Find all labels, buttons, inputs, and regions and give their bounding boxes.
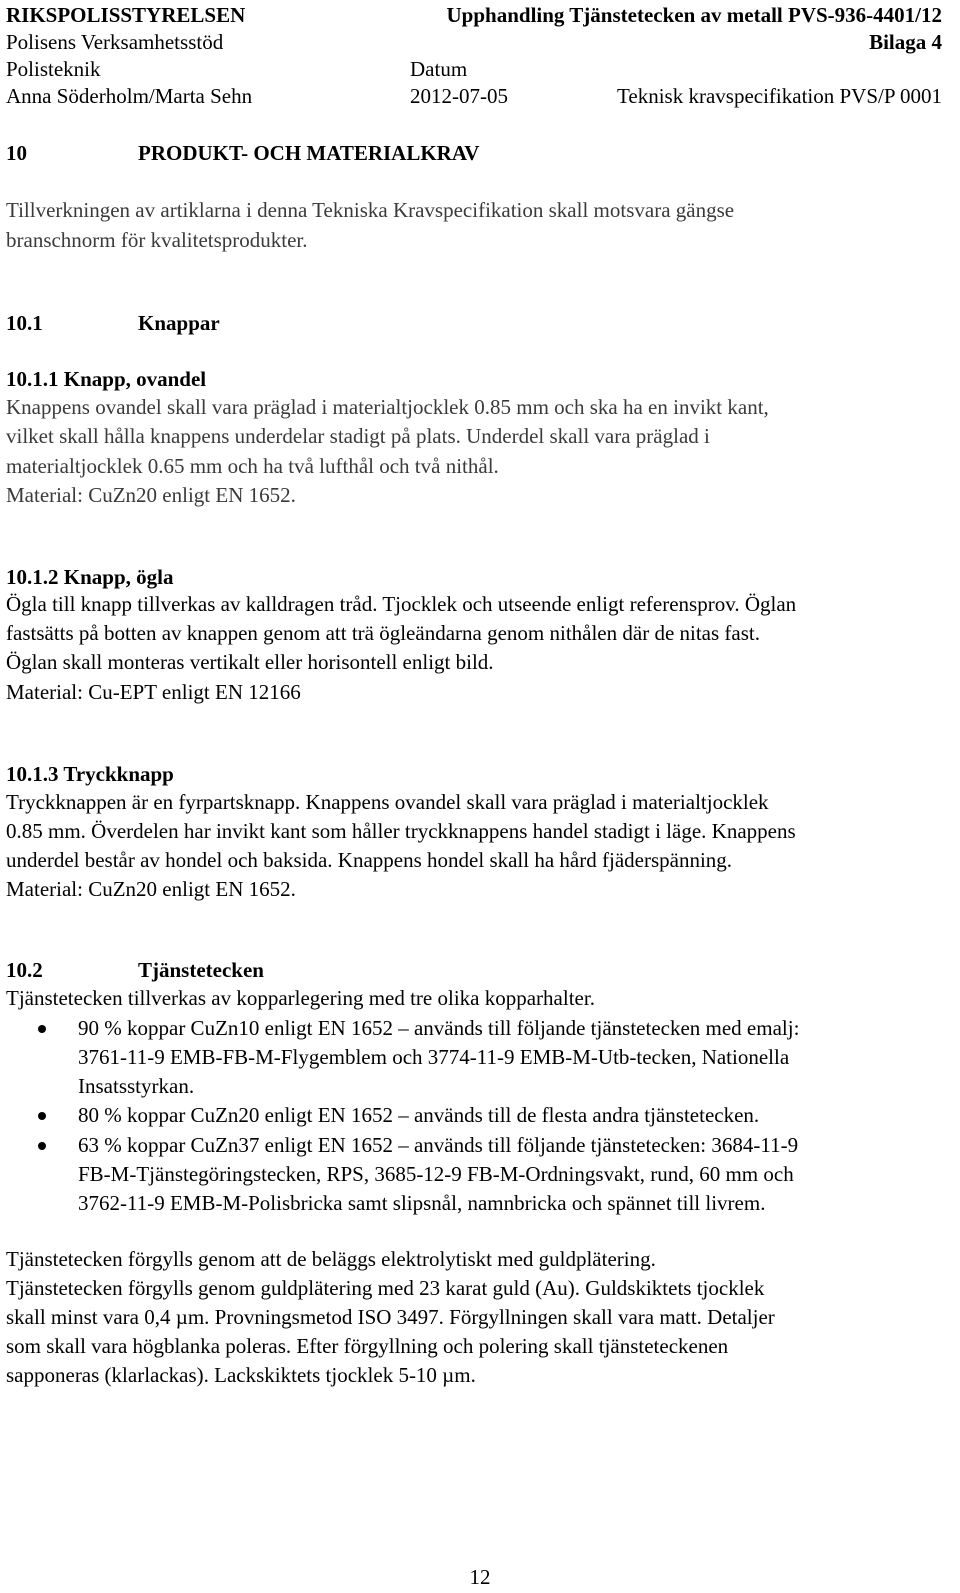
org-name: RIKSPOLISSTYRELSEN xyxy=(6,3,246,27)
spec-reference: Teknisk kravspecifikation PVS/P 0001 xyxy=(617,84,942,108)
document-date: 2012-07-05 xyxy=(410,84,508,108)
bullet-text: 63 % koppar CuZn37 enligt EN 1652 – används till följande tjänstetecken: 3684-11-9 xyxy=(78,1133,799,1157)
bullet-text: Insatsstyrkan. xyxy=(78,1074,195,1098)
bullet-text: 90 % koppar CuZn10 enligt EN 1652 – används till följande tjänstetecken med emalj: xyxy=(78,1016,800,1040)
subsection-heading: 10.1.3 Tryckknapp xyxy=(6,762,174,786)
subsection-heading: 10.1.2 Knapp, ögla xyxy=(6,565,174,589)
paragraph-line: Tjänstetecken förgylls genom guldplätering med 23 karat guld (Au). Guldskiktets tjocklek xyxy=(6,1276,765,1300)
section-10-2-number: 10.2 xyxy=(6,958,43,982)
bullet-dot xyxy=(38,1142,46,1150)
bullet-dot xyxy=(38,1112,46,1120)
bullet-text: 3761-11-9 EMB-FB-M-Flygemblem och 3774-11-9 EMB-M-Utb-tecken, Nationella xyxy=(78,1045,790,1069)
section-10-title: PRODUKT- OCH MATERIALKRAV xyxy=(138,141,480,165)
paragraph-line: Tryckknappen är en fyrpartsknapp. Knappens ovandel skall vara präglad i materialtjocklek xyxy=(6,790,769,814)
paragraph-line: Material: Cu-EPT enligt EN 12166 xyxy=(6,680,301,704)
paragraph-line: vilket skall hålla knappens underdelar stadigt på plats. Underdel skall vara präglad i xyxy=(6,424,710,448)
bullet-text: 80 % koppar CuZn20 enligt EN 1652 – används till de flesta andra tjänstetecken. xyxy=(78,1103,760,1127)
bullet-text: FB-M-Tjänstegöringstecken, RPS, 3685-12-9 FB-M-Ordningsvakt, rund, 60 mm och xyxy=(78,1162,794,1186)
paragraph-line: Öglan skall monteras vertikalt eller horisontell enligt bild. xyxy=(6,650,494,674)
section-10-2-intro: Tjänstetecken tillverkas av kopparlegering med tre olika kopparhalter. xyxy=(6,986,595,1010)
paragraph-line: materialtjocklek 0.65 mm och ha två lufthål och två nithål. xyxy=(6,454,499,478)
paragraph-line: underdel består av hondel och baksida. Knappens hondel skall ha hård fjäderspänning. xyxy=(6,848,733,872)
section-10-1-title: Knappar xyxy=(138,311,220,335)
section-10-intro-line: Tillverkningen av artiklarna i denna Tekniska Kravspecifikation skall motsvara gängse xyxy=(6,198,735,222)
procurement-title: Upphandling Tjänstetecken av metall PVS-936-4401/12 xyxy=(446,3,942,27)
paragraph-line: Material: CuZn20 enligt EN 1652. xyxy=(6,877,296,901)
role-label: Polisteknik xyxy=(6,57,101,81)
unit-name: Polisens Verksamhetsstöd xyxy=(6,30,224,54)
authors: Anna Söderholm/Marta Sehn xyxy=(6,84,253,108)
paragraph-line: Knappens ovandel skall vara präglad i materialtjocklek 0.85 mm och ska ha en invikt kant, xyxy=(6,395,769,419)
section-10-number: 10 xyxy=(6,141,27,165)
paragraph-line: Ögla till knapp tillverkas av kalldragen tråd. Tjocklek och utseende enligt referensprov. Öglan xyxy=(6,592,797,616)
paragraph-line: fastsätts på botten av knappen genom att trä ögleändarna genom nithålen där de nitas fast. xyxy=(6,621,761,645)
subsection-heading: 10.1.1 Knapp, ovandel xyxy=(6,367,207,391)
section-10-intro-line: branschnorm för kvalitetsprodukter. xyxy=(6,228,308,252)
paragraph-line: Material: CuZn20 enligt EN 1652. xyxy=(6,483,296,507)
paragraph-line: som skall vara högblanka poleras. Efter förgyllning och polering skall tjänsteteckenen xyxy=(6,1334,729,1358)
paragraph-line: skall minst vara 0,4 µm. Provningsmetod ISO 3497. Förgyllningen skall vara matt. Detaljer xyxy=(6,1305,775,1329)
page-number: 12 xyxy=(469,1565,491,1589)
paragraph-line: sapponeras (klarlackas). Lackskiktets tjocklek 5-10 µm. xyxy=(6,1363,476,1387)
bullet-dot xyxy=(38,1025,46,1033)
bullet-text: 3762-11-9 EMB-M-Polisbricka samt slipsnål, namnbricka och spännet till livrem. xyxy=(78,1191,766,1215)
section-10-2-title: Tjänstetecken xyxy=(138,958,264,982)
section-10-1-number: 10.1 xyxy=(6,311,43,335)
date-label: Datum xyxy=(410,57,468,81)
paragraph-line: Tjänstetecken förgylls genom att de beläggs elektrolytiskt med guldplätering. xyxy=(6,1247,656,1271)
paragraph-line: 0.85 mm. Överdelen har invikt kant som håller tryckknappens handel stadigt i läge. Knappens xyxy=(6,819,796,843)
annex-label: Bilaga 4 xyxy=(869,30,942,54)
